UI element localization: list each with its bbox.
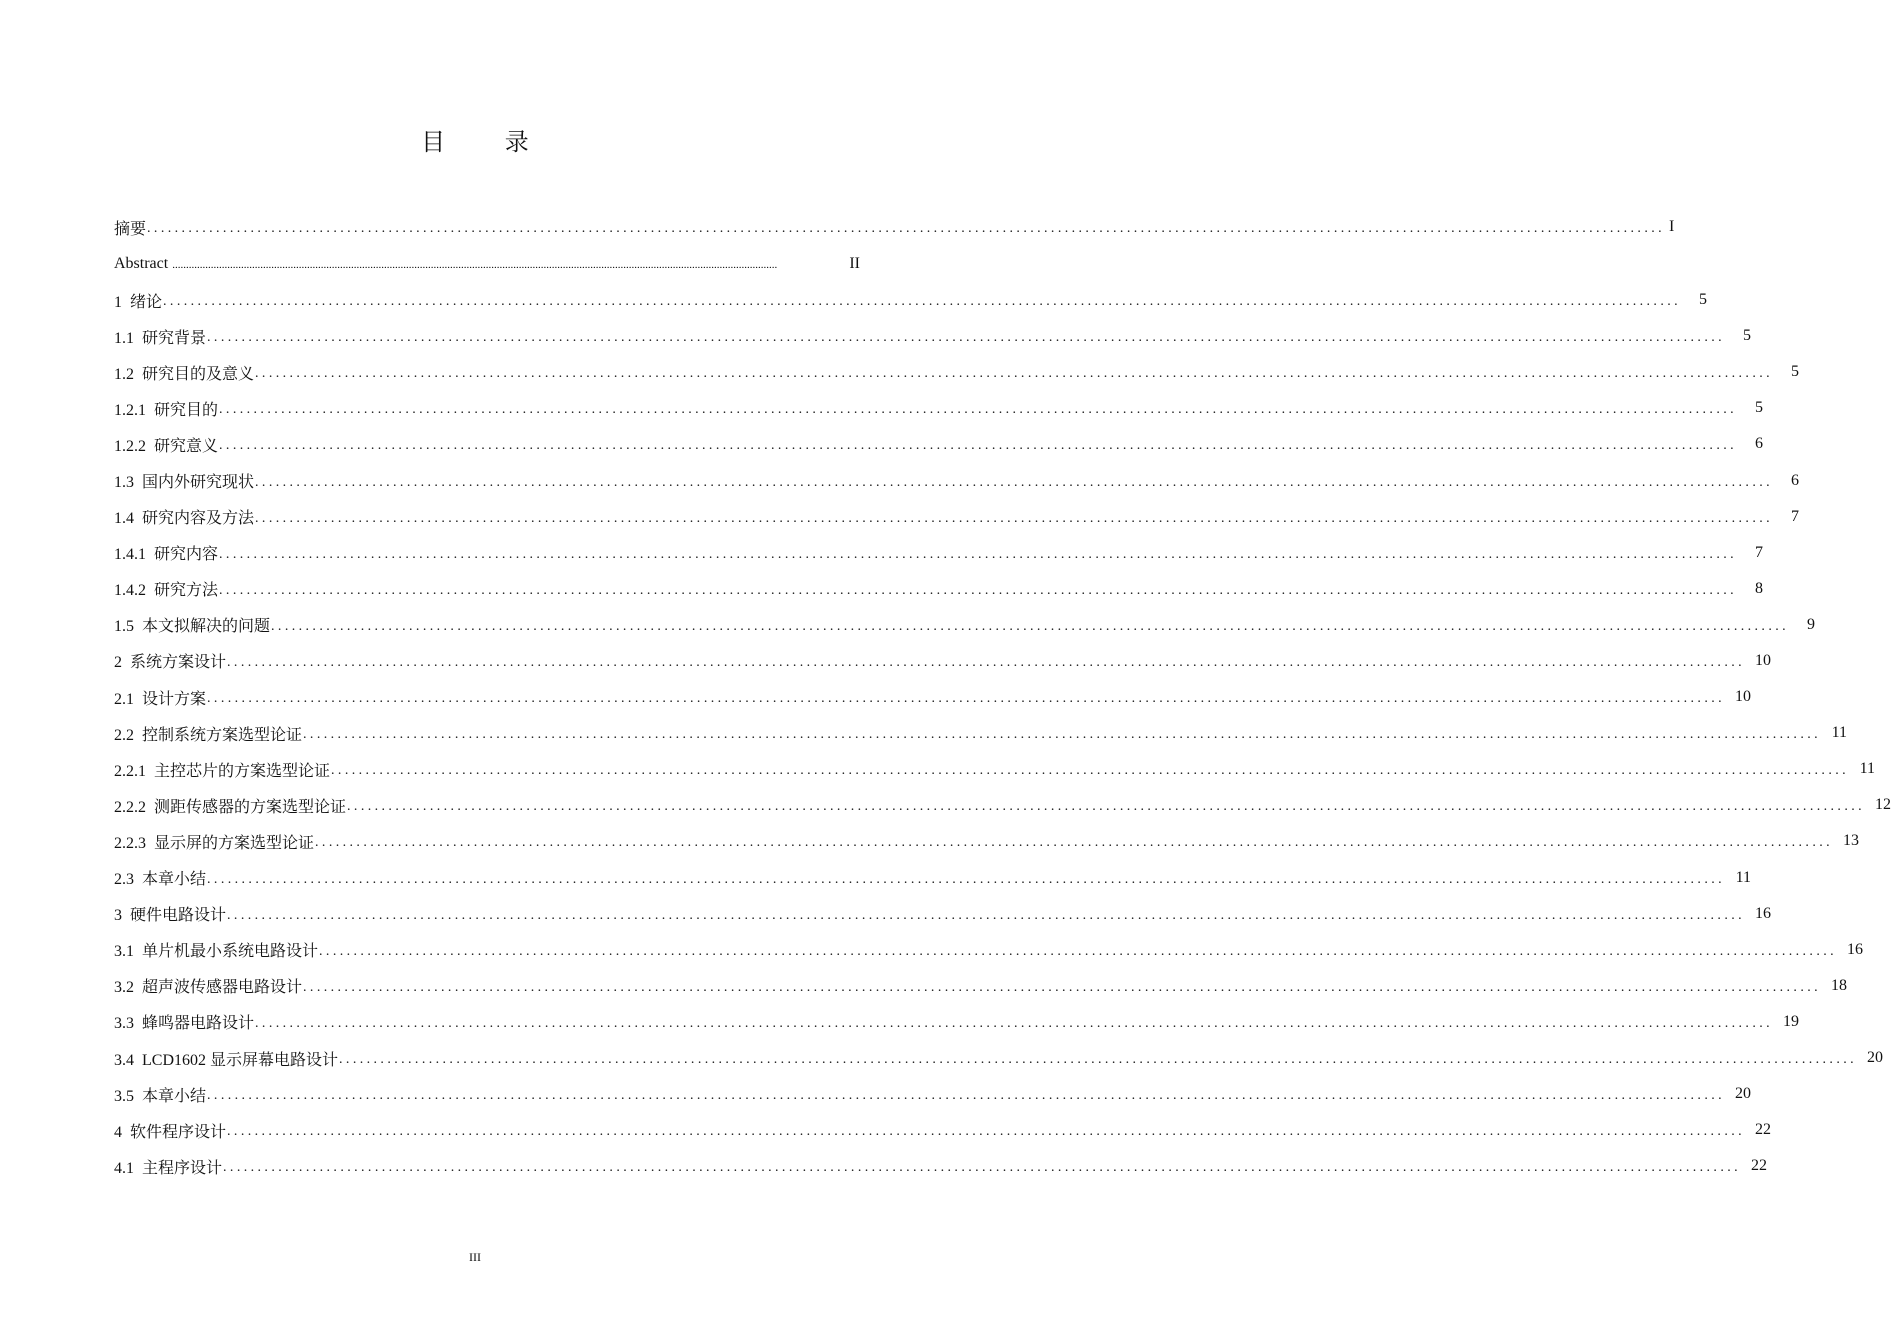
toc-entry-label — [114, 974, 302, 997]
toc-leader-dots: ............................................................................................................................................................................................................................ — [219, 438, 1738, 454]
toc-entry-title: 研究意义 — [154, 437, 219, 455]
toc-entry-page: 12 — [1875, 796, 1891, 814]
toc-entry-number: 3.1 — [114, 943, 134, 961]
toc-leader-dots: ............................................................................................................................................................................................................................ — [207, 1088, 1726, 1104]
toc-leader-dots: ............................................................................................................................................................................................................................ — [227, 1124, 1746, 1140]
toc-entry[interactable] — [114, 1112, 1772, 1148]
toc-entry-number: 2.1 — [114, 690, 134, 708]
toc-entry-page: 6 — [1755, 435, 1764, 453]
toc-entry-title: 主程序设计 — [142, 1159, 223, 1177]
toc-entry-page: 22 — [1755, 1121, 1772, 1139]
toc-entry-page: 11 — [1735, 868, 1752, 886]
toc-entry-page: 18 — [1831, 976, 1848, 994]
toc-entry-label — [114, 1119, 226, 1142]
toc-leader-dots: ............................................................................................................................................................................................................................ — [331, 763, 1850, 779]
toc-entry-label — [114, 289, 162, 312]
toc-entry-title: 设计方案 — [142, 690, 207, 708]
toc-entry-title: 研究目的及意义 — [142, 365, 255, 383]
toc-entry-number: 1.4.2 — [114, 582, 146, 600]
toc-leader-dots: ............................................................................................................................................................................................................................ — [255, 474, 1774, 490]
toc-entry-number: 1 — [114, 293, 122, 311]
toc-leader-dots: ............................................................................................................................................................................................................................ — [319, 943, 1838, 959]
toc-leader-dots: ............................................................................................................................................................................................................................ — [219, 402, 1738, 418]
toc-entry-page: 7 — [1755, 543, 1764, 561]
toc-entry-title: 主控芯片的方案选型论证 — [154, 762, 331, 780]
toc-entry-title: LCD1602 显示屏幕电路设计 — [142, 1051, 339, 1069]
toc-entry-label — [114, 577, 218, 600]
toc-entry-label — [114, 1010, 254, 1033]
toc-entry-number: 2.2.3 — [114, 834, 146, 852]
toc-entry-label — [114, 686, 206, 709]
toc-leader-dots: ............................................................................................................................................................................................................................ — [315, 835, 1834, 851]
toc-entry[interactable] — [114, 932, 1864, 968]
toc-entry-title: 研究背景 — [142, 329, 207, 347]
toc-entry-title: 研究目的 — [154, 401, 219, 419]
toc-entry-label — [114, 505, 254, 528]
toc-entry-title: 本文拟解决的问题 — [142, 618, 271, 636]
toc-leader-dots: ............................................................................................................................................................................................................................ — [339, 1052, 1858, 1068]
toc-entry-title: 蜂鸣器电路设计 — [142, 1015, 255, 1033]
toc-entry-page: 16 — [1755, 904, 1772, 922]
toc-leader-dots: ............................................................................................................................................................................................................................ — [227, 907, 1746, 923]
toc-entry[interactable] — [114, 571, 1764, 607]
page-number: III — [469, 1250, 481, 1264]
toc-entry-page: 11 — [1859, 760, 1876, 778]
toc-entry-number: 1.1 — [114, 329, 134, 347]
toc-leader-dots: ............................................................................................................................................................................................................................ — [223, 1160, 1742, 1176]
toc-entry[interactable] — [114, 787, 1891, 823]
toc-entry-page: 13 — [1843, 832, 1860, 850]
toc-entry[interactable] — [114, 318, 1752, 354]
toc-entry-page: 10 — [1755, 651, 1772, 669]
toc-entry[interactable] — [114, 390, 1764, 426]
toc-entry[interactable] — [114, 679, 1752, 715]
toc-leader-dots: ............................................................................................................................................................................................................................ — [207, 691, 1726, 707]
toc-entry-title: 超声波传感器电路设计 — [142, 979, 303, 997]
toc-entry-title: 国内外研究现状 — [142, 474, 255, 492]
toc-entry[interactable] — [114, 1148, 1768, 1184]
toc-leader-dots: ............................................................................................................................................................................................................................ — [255, 1015, 1774, 1031]
toc-entry[interactable] — [114, 426, 1764, 462]
toc-entry[interactable] — [114, 282, 1708, 318]
toc-entry-label — [114, 397, 218, 420]
toc-entry[interactable]: 摘要 ............................................................................................................................................................................................................................ I — [114, 208, 860, 246]
toc-entry-page: 5 — [1791, 363, 1800, 381]
toc-entry-label — [114, 758, 330, 781]
toc-entry-page: 5 — [1743, 327, 1752, 345]
toc-entry-title: 软件程序设计 — [130, 1123, 227, 1141]
toc-entry-label — [114, 541, 218, 564]
toc-entry-label — [114, 866, 206, 889]
toc-entry[interactable] — [114, 823, 1860, 859]
toc-entry-title: 研究内容 — [154, 546, 219, 564]
toc-entry-number: 3 — [114, 907, 122, 925]
toc-entry-number: 1.2.1 — [114, 401, 146, 419]
toc-entry-label — [114, 469, 254, 492]
toc-entry-number: 2.2.1 — [114, 762, 146, 780]
toc-leader-dots: ............................................................................................................................................................................................................................ — [207, 330, 1726, 346]
toc-entry-label — [114, 902, 226, 925]
toc-leader-dots: ............................................................................................................................................................................................................................ — [255, 366, 1774, 382]
toc-leader-dots: ............................................................................................................................................................................................................................ — [303, 727, 1822, 743]
toc-entry-page: 9 — [1807, 615, 1816, 633]
toc-entry-label — [114, 649, 226, 672]
toc-entry-title: 研究方法 — [154, 582, 219, 600]
toc-entry-label — [114, 794, 346, 817]
toc-entry[interactable] — [114, 860, 1752, 896]
toc-entry-title: 系统方案设计 — [130, 654, 227, 672]
toc-entry[interactable] — [114, 896, 1772, 932]
toc-entry-number: 4 — [114, 1123, 122, 1141]
toc-entry-title: 测距传感器的方案选型论证 — [154, 798, 347, 816]
toc-entry-label — [114, 325, 206, 348]
toc-entry-label — [114, 255, 168, 273]
toc-entry-page: 11 — [1831, 724, 1848, 742]
toc-leader-dots: ............................................................................................................................................................................................................................ — [227, 654, 1746, 670]
toc-entry-number: 3.4 — [114, 1051, 134, 1069]
toc-entry-title: 本章小结 — [142, 871, 207, 889]
toc-leader-dots: ............................................................................................................................................................................................................................ — [207, 871, 1726, 887]
toc-entry-number: 1.4 — [114, 510, 134, 528]
toc-entry-page: 7 — [1791, 507, 1800, 525]
toc-entry-label — [114, 361, 254, 384]
toc-entry-page: 16 — [1847, 940, 1864, 958]
toc-entry-page: 5 — [1699, 291, 1708, 309]
toc-entry[interactable] — [114, 354, 1800, 390]
toc-entry[interactable] — [114, 715, 1848, 751]
toc-entry-label — [114, 722, 302, 745]
toc-leader-dots: ............................................................................................................................................................................................................................ — [303, 979, 1822, 995]
toc-entry-number: 3.5 — [114, 1087, 134, 1105]
toc-leader-dots: ............................................................................................................................................................................................................................ — [219, 582, 1738, 598]
page-title: 目 录 — [421, 128, 555, 156]
toc-entry-title: Abstract — [114, 255, 169, 272]
toc-leader-dots: ............................................................................................................................................................................................................................ — [271, 618, 1790, 634]
toc-entry[interactable] — [114, 751, 1876, 787]
toc-entry[interactable] — [114, 643, 1772, 679]
toc-entry-title: 控制系统方案选型论证 — [142, 726, 303, 744]
toc-entry[interactable] — [114, 1076, 1752, 1112]
toc-entry-number: 2.2 — [114, 726, 134, 744]
toc-entry-page: 20 — [1867, 1049, 1884, 1067]
toc-entry[interactable] — [114, 1040, 1884, 1076]
toc-entry[interactable] — [114, 968, 1848, 1004]
toc-entry-title: 研究内容及方法 — [142, 510, 255, 528]
toc-leader-dots: ............................................................................................................................................................................................................................ — [219, 546, 1738, 562]
toc-entry-title: 摘要 — [114, 220, 147, 238]
table-of-contents — [114, 208, 1891, 1184]
toc-entry-number: 1.3 — [114, 474, 134, 492]
toc-leader-dots: ............................................................................................................................................................................................................................ — [255, 510, 1774, 526]
toc-entry-number: 2.2.2 — [114, 798, 146, 816]
toc-entry-label — [114, 1047, 338, 1070]
toc-leader-dots: ............................................................................................................................................................................................................................ — [347, 799, 1866, 815]
toc-leader-dots: ............................................................................................................................................................................................................................ — [172, 258, 778, 271]
toc-entry[interactable] — [114, 1004, 1800, 1040]
toc-entry-number: 3.2 — [114, 979, 134, 997]
toc-entry-number: 1.2 — [114, 365, 134, 383]
toc-entry-number: 2.3 — [114, 871, 134, 889]
toc-entry-page: 22 — [1751, 1157, 1768, 1175]
toc-entry-label — [114, 1083, 206, 1106]
toc-entry-number: 1.5 — [114, 618, 134, 636]
toc-entry-number: 4.1 — [114, 1159, 134, 1177]
toc-entry-page: II — [849, 255, 860, 272]
toc-entry-page: 19 — [1783, 1012, 1800, 1030]
toc-entry-title: 本章小结 — [142, 1087, 207, 1105]
toc-entry-number: 3.3 — [114, 1015, 134, 1033]
toc-entry[interactable] — [114, 535, 1764, 571]
toc-leader-dots: ............................................................................................................................................................................................................................ — [163, 294, 1682, 310]
toc-entry-number: 1.4.1 — [114, 546, 146, 564]
toc-entry-page: 20 — [1735, 1085, 1752, 1103]
toc-entry-label — [114, 830, 314, 853]
toc-entry[interactable] — [114, 246, 860, 282]
toc-entry[interactable] — [114, 607, 1816, 643]
toc-entry-label — [114, 1155, 222, 1178]
toc-entry-label — [114, 613, 270, 636]
toc-entry-label — [114, 433, 218, 456]
toc-entry-label — [114, 938, 318, 961]
toc-entry-page: 5 — [1755, 399, 1764, 417]
toc-entry-title: 单片机最小系统电路设计 — [142, 943, 319, 961]
toc-entry-title: 绪论 — [130, 293, 163, 311]
toc-entry-number: 1.2.2 — [114, 437, 146, 455]
toc-entry[interactable] — [114, 499, 1800, 535]
toc-entry-page: 10 — [1735, 688, 1752, 706]
toc-entry-label — [114, 216, 146, 239]
toc-entry-title: 显示屏的方案选型论证 — [154, 834, 315, 852]
toc-entry-title: 硬件电路设计 — [130, 907, 227, 925]
toc-entry-number: 2 — [114, 654, 122, 672]
toc-entry-page: 6 — [1791, 471, 1800, 489]
toc-entry[interactable] — [114, 462, 1800, 498]
toc-leader-dots: ............................................................................................................................................................................................................................ — [147, 221, 1666, 236]
toc-entry-page: 8 — [1755, 579, 1764, 597]
